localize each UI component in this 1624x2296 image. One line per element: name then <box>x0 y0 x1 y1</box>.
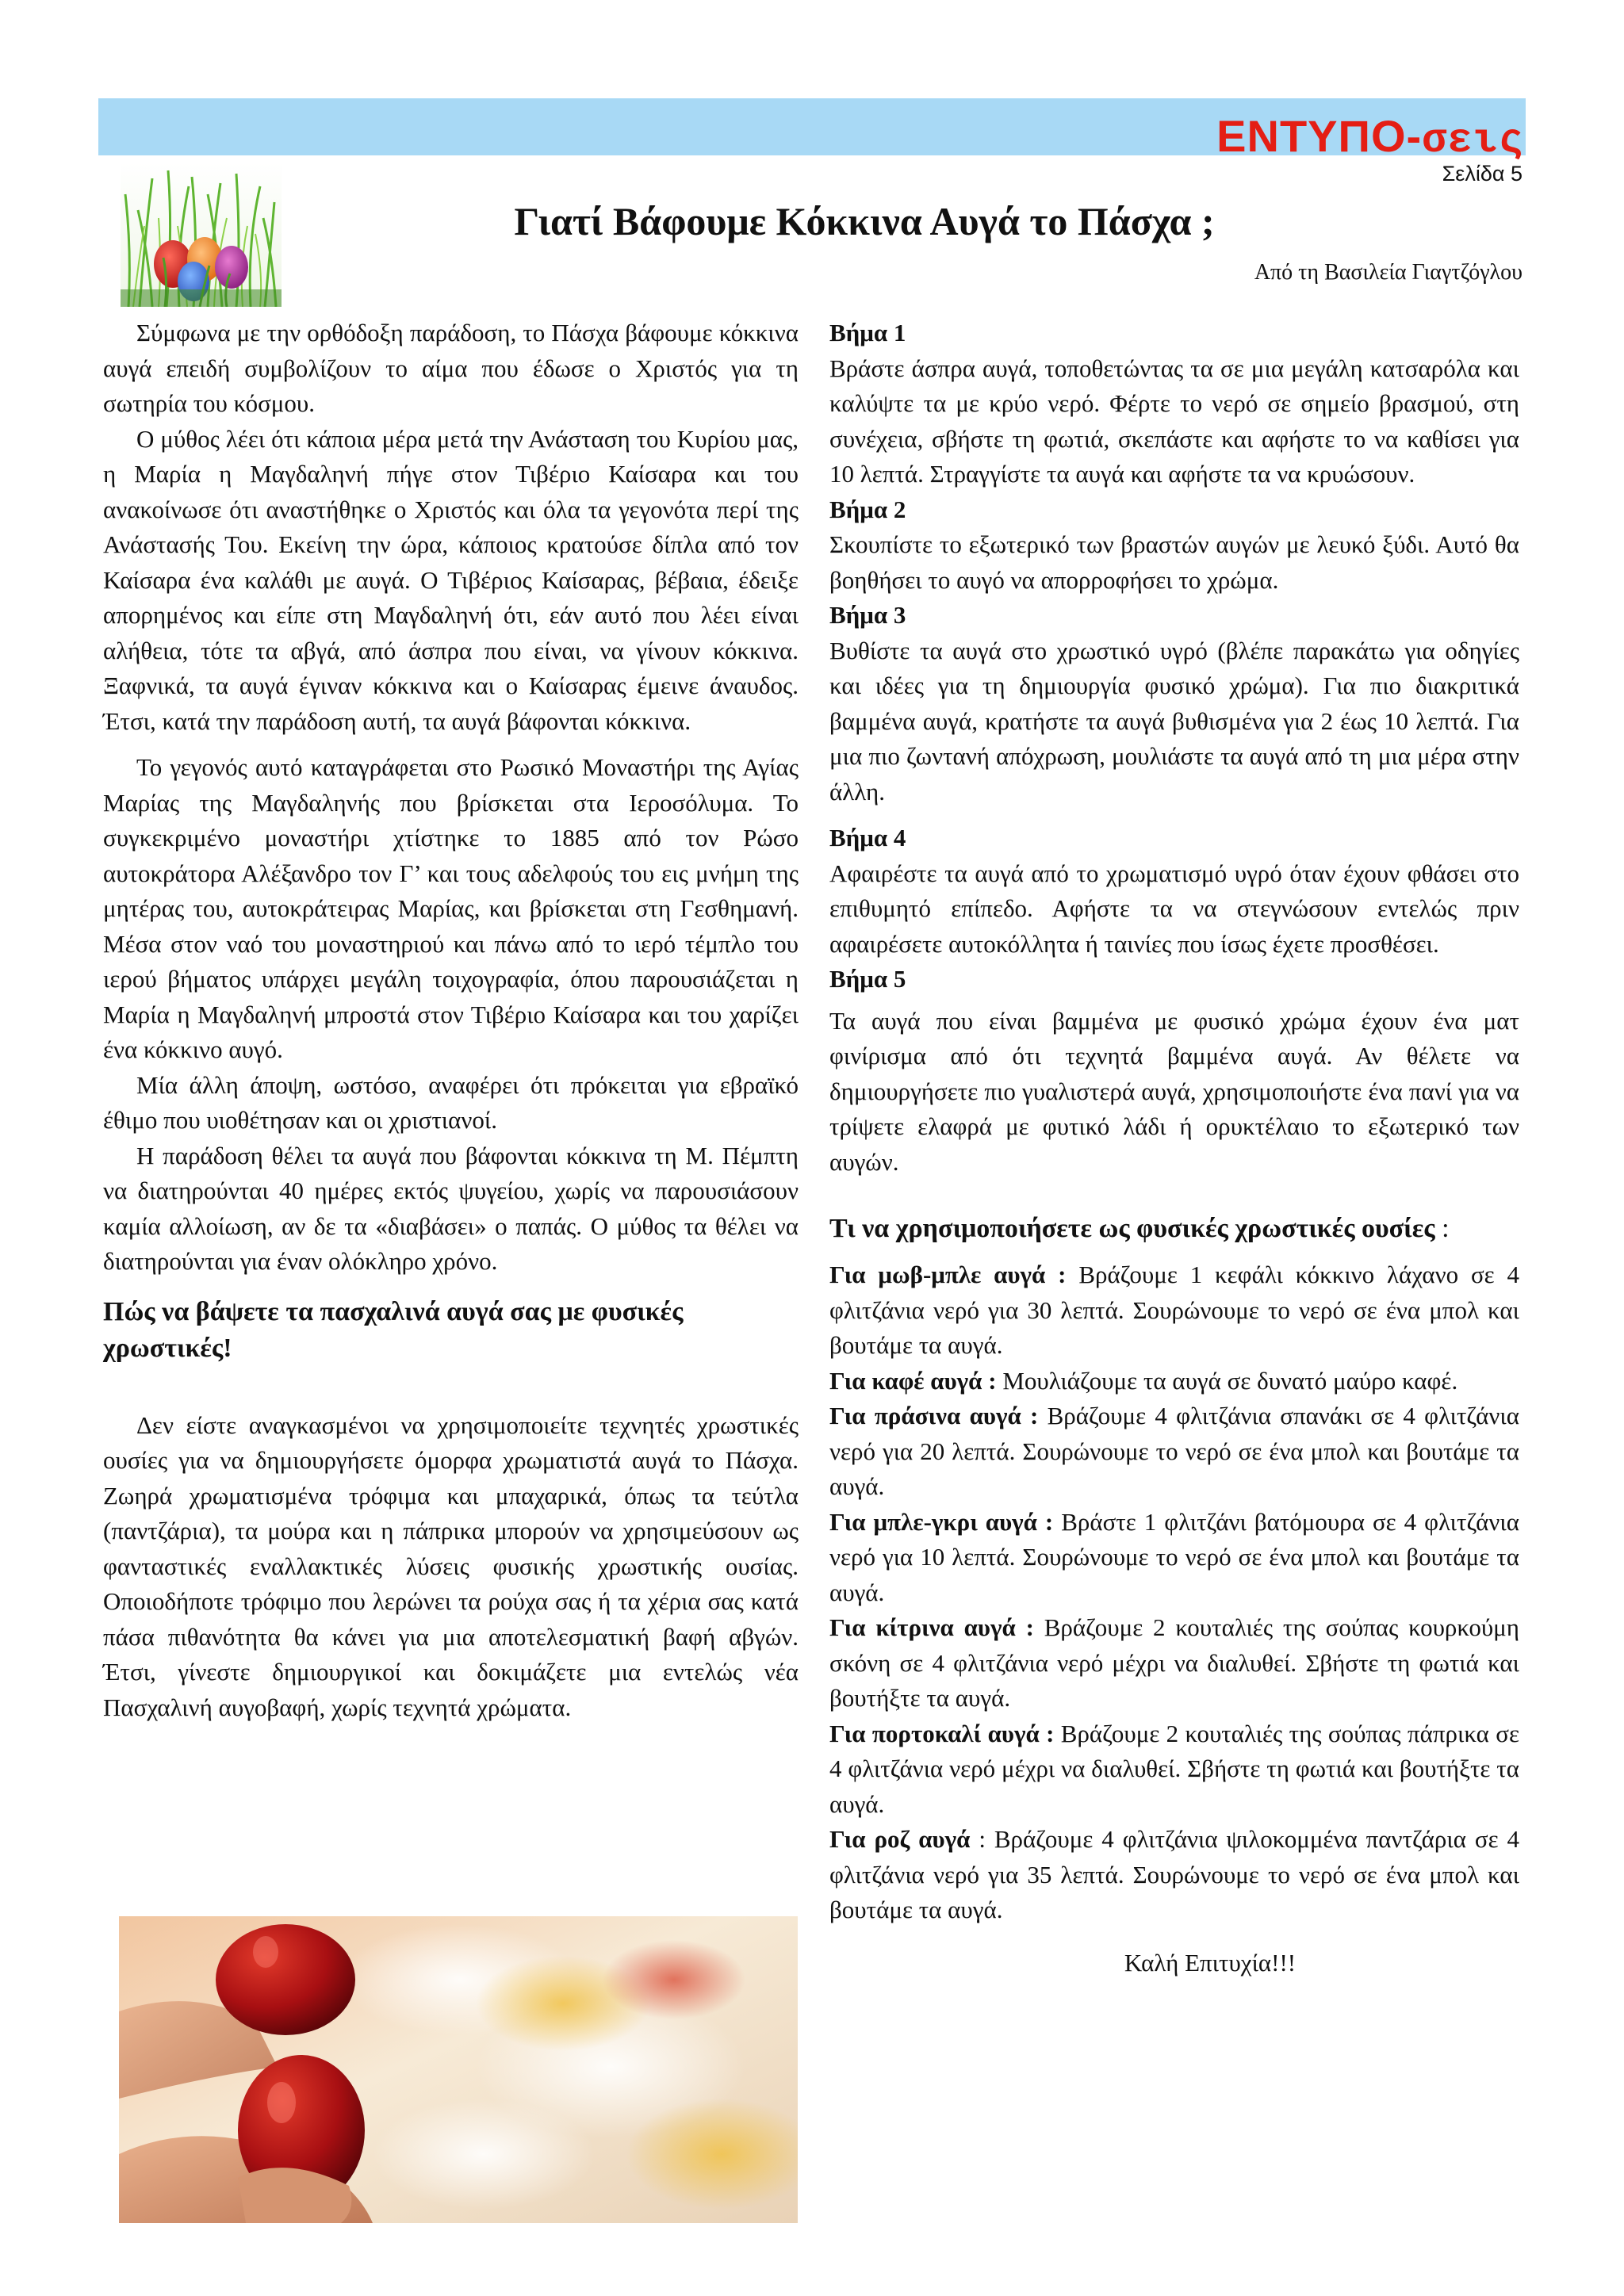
step-3-text: Βυθίστε τα αυγά στο χρωστικό υγρό (βλέπε παρακάτω για οδηγίες και ιδέες για τη δημιουργία φυσικό χρώμα). Για πιο διακριτικά βαμμένα αυγά, κρατήστε τα αυγά βυθισμένα για 2 έως 10 λεπτά. Για μια πιο ζωντανή απόχρωση, μουλιάστε τα αυγά από τη μια μέρα στην άλλη. <box>829 636 1519 806</box>
paragraph-tradition: Η παράδοση θέλει τα αυγά που βάφονται κόκκινα τη Μ. Πέμπτη να διατηρούνται 40 ημέρες εκτός ψυγείου, χωρίς να παρουσιάσουν καμία αλλοίωση, αν δε τα «διαβάσει» ο παπάς. Ο μύθος τα θέλει να διατηρούνται για έναν ολόκληρο χρόνο. <box>103 1141 799 1275</box>
paragraph-other-view: Μία άλλη άποψη, ωστόσο, αναφέρει ότι πρόκειται για εβραϊκό έθιμο που υιοθέτησαν και οι χριστιανοί. <box>103 1070 799 1134</box>
left-column <box>103 316 799 1725</box>
step-2-title: Βήμα 2 <box>829 495 906 523</box>
easter-eggs-grass-image <box>121 163 282 307</box>
right-column <box>829 316 1519 1980</box>
step-2-text: Σκουπίστε το εξωτερικό των βραστών αυγών με λευκό ξύδι. Αυτό θα βοηθήσει το αυγό να απορροφήσει το χρώμα. <box>829 530 1519 594</box>
paragraph-myth: Ο μύθος λέει ότι κάποια μέρα μετά την Ανάσταση του Κυρίου μας, η Μαρία η Μαγδαληνή πήγε στον Τιβέριο Καίσαρα και του ανακοίνωσε ότι αναστήθηκε ο Χριστός και όλα τα γεγονότα περί της Ανάστασής Του. Εκείνη την ώρα, κάποιος κρατούσε δίπλα από τον Καίσαρα ένα καλάθι με αυγά. Ο Τιβέριος Καίσαρας, βέβαια, έδειξε απορημένος και είπε στη Μαγδαληνή ότι, εάν αυτό που λέει είναι αλήθεια, τότε τα αβγά, από άσπρα που είναι, να γίνουν κόκκινα. Ξαφνικά, τα αυγά έγιναν κόκκινα και ο Καίσαρας έμεινε άναυδος. Έτσι, κατά την παράδοση αυτή, τα αυγά βάφονται κόκκινα. <box>103 424 799 735</box>
newsletter-brand: ΕΝΤΥΠΟ-σεις <box>1216 111 1524 164</box>
natural-dyes-heading: Πώς να βάψετε τα πασχαλινά αυγά σας με φυσικές χρωστικές! <box>103 1296 684 1363</box>
step-5-title: Βήμα 5 <box>829 965 906 993</box>
dyes-heading: Τι να χρησιμοποιήσετε ως φυσικές χρωστικές ουσίες : <box>829 1214 1450 1243</box>
dye-purple-blue: Για μωβ-μπλε αυγά : Βράζουμε 1 κεφάλι κόκκινο λάχανο σε 4 φλιτζάνια νερό για 30 λεπτά. Σουρώνουμε το νερό σε ένα μπολ και βουτάμε τα αυγά. <box>829 1261 1519 1359</box>
step-1-text: Βράστε άσπρα αυγά, τοποθετώντας τα σε μια μεγάλη κατσαρόλα και καλύψτε τα με κρύο νερό. Φέρτε το νερό σε σημείο βρασμού, στη συνέχεια, σβήστε τη φωτιά, σκεπάστε και αφήστε το να καθίσει για 10 λεπτά. Στραγγίστε τα αυγά και αφήστε τα να κρυώσουν. <box>829 354 1519 488</box>
article-author: Από τη Βασιλεία Γιαγτζόγλου <box>1254 260 1522 285</box>
step-1-title: Βήμα 1 <box>829 319 906 346</box>
red-eggs-hands-image <box>119 1916 798 2223</box>
dye-yellow: Για κίτρινα αυγά : Βράζουμε 2 κουταλιές της σούπας κουρκούμη σκόνη σε 4 φλιτζάνια νερό μέχρι να διαλυθεί. Σβήστε τη φωτιά και βουτήξτε τα αυγά. <box>829 1613 1520 1712</box>
page-number: Σελίδα 5 <box>1442 162 1522 186</box>
dye-orange: Για πορτοκαλί αυγά : Βράζουμε 2 κουταλιές της σούπας πάπρικα σε 4 φλιτζάνια νερό μέχρι να διαλυθεί. Σβήστε τη φωτιά και βουτήξτε τα αυγά. <box>829 1719 1519 1818</box>
dye-green: Για πράσινα αυγά : Βράζουμε 4 φλιτζάνια σπανάκι σε 4 φλιτζάνια νερό για 20 λεπτά. Σουρώνουμε το νερό σε ένα μπολ και βουτάμε τα αυγά. <box>829 1402 1519 1500</box>
step-5-text: Τα αυγά που είναι βαμμένα με φυσικό χρώμα έχουν ένα ματ φινίρισμα από ότι τεχνητά βαμμένα αυγά. Αν θέλετε να δημιουργήσετε πιο γυαλιστερά αυγά, χρησιμοποιήστε ένα πανί για να τρίψετε ελαφρά με φυτικό λάδι ή ορυκτέλαιο το εξωτερικό των αυγών. <box>829 1006 1519 1176</box>
paragraph-monastery: Το γεγονός αυτό καταγράφεται στο Ρωσικό Μοναστήρι της Αγίας Μαρίας της Μαγδαληνής που βρίσκεται στα Ιεροσόλυμα. Το συγκεκριμένο μοναστήρι χτίστηκε το 1885 από τον Ρώσο αυτοκράτορα Αλέξανδρο τον Γ’ και τους αδελφούς του εις μνήμη της μητέρας του, αυτοκράτειρας Μαρίας, και βρίσκεται στη Γεσθημανή. Μέσα στον ναό του μοναστηριού και πάνω από το ιερό τέμπλο του ιερού βήματος υπάρχει μεγάλη τοιχογραφία, όπου παρουσιάζεται η Μαρία η Μαγδαληνή μπροστά στον Τιβέριο Καίσαρα και του χαρίζει ένα κόκκινο αυγό. <box>103 753 799 1063</box>
dye-pink: Για ροζ αυγά : Βράζουμε 4 φλιτζάνια ψιλοκομμένα παντζάρια σε 4 φλιτζάνια νερό για 35 λεπτά. Σουρώνουμε το νερό σε ένα μπολ και βουτάμε τα αυγά. <box>829 1825 1519 1923</box>
step-4-title: Βήμα 4 <box>829 824 906 851</box>
dye-blue-grey: Για μπλε-γκρι αυγά : Βράστε 1 φλιτζάνι βατόμουρα σε 4 φλιτζάνια νερό για 10 λεπτά. Σουρώνουμε το νερό σε ένα μπολ και βουτάμε τα αυγά. <box>829 1507 1519 1606</box>
closing-line: Καλή Επιτυχία!!! <box>1124 1948 1297 1976</box>
step-4-text: Αφαιρέστε τα αυγά από το χρωματισμό υγρό όταν έχουν φθάσει στο επιθυμητό επίπεδο. Αφήστε τα να στεγνώσουν εντελώς πριν αφαιρέσετε αυτοκόλλητα ή ταινίες που ίσως έχετε προσθέσει. <box>829 859 1519 958</box>
step-3-title: Βήμα 3 <box>829 601 906 629</box>
paragraph-intro: Σύμφωνα με την ορθόδοξη παράδοση, το Πάσχα βάφουμε κόκκινα αυγά επειδή συμβολίζουν το αίμα που έδωσε ο Χριστός για τη σωτηρία του κόσμου. <box>103 319 799 417</box>
article-title: Γιατί Βάφουμε Κόκκινα Αυγά το Πάσχα ; <box>514 199 1215 243</box>
dye-brown: Για καφέ αυγά : Μουλιάζουμε τα αυγά σε δυνατό μαύρο καφέ. <box>829 1366 1458 1395</box>
paragraph-natural-dyes: Δεν είστε αναγκασμένοι να χρησιμοποιείτε τεχνητές χρωστικές ουσίες για να δημιουργήσετε όμορφα χρωματιστά αυγά το Πάσχα. Ζωηρά χρωματισμένα τρόφιμα και μπαχαρικά, όπως τα τεύτλα (παντζάρια), τα μούρα και η πάπρικα μπορούν να χρησιμεύσουν ως φανταστικές εναλλακτικές λύσεις φυσικής χρωστικής ουσίας. Οποιοδήποτε τρόφιμο που λερώνει τα ρούχα σας ή τα χέρια σας κατά πάσα πιθανότητα θα κάνει για μια αποτελεσματική βαφή αβγών. Έτσι, γίνεστε δημιουργικοί και δοκιμάζετε μια εντελώς νέα Πασχαλινή αυγοβαφή, χωρίς τεχνητά χρώματα. <box>103 1410 799 1721</box>
